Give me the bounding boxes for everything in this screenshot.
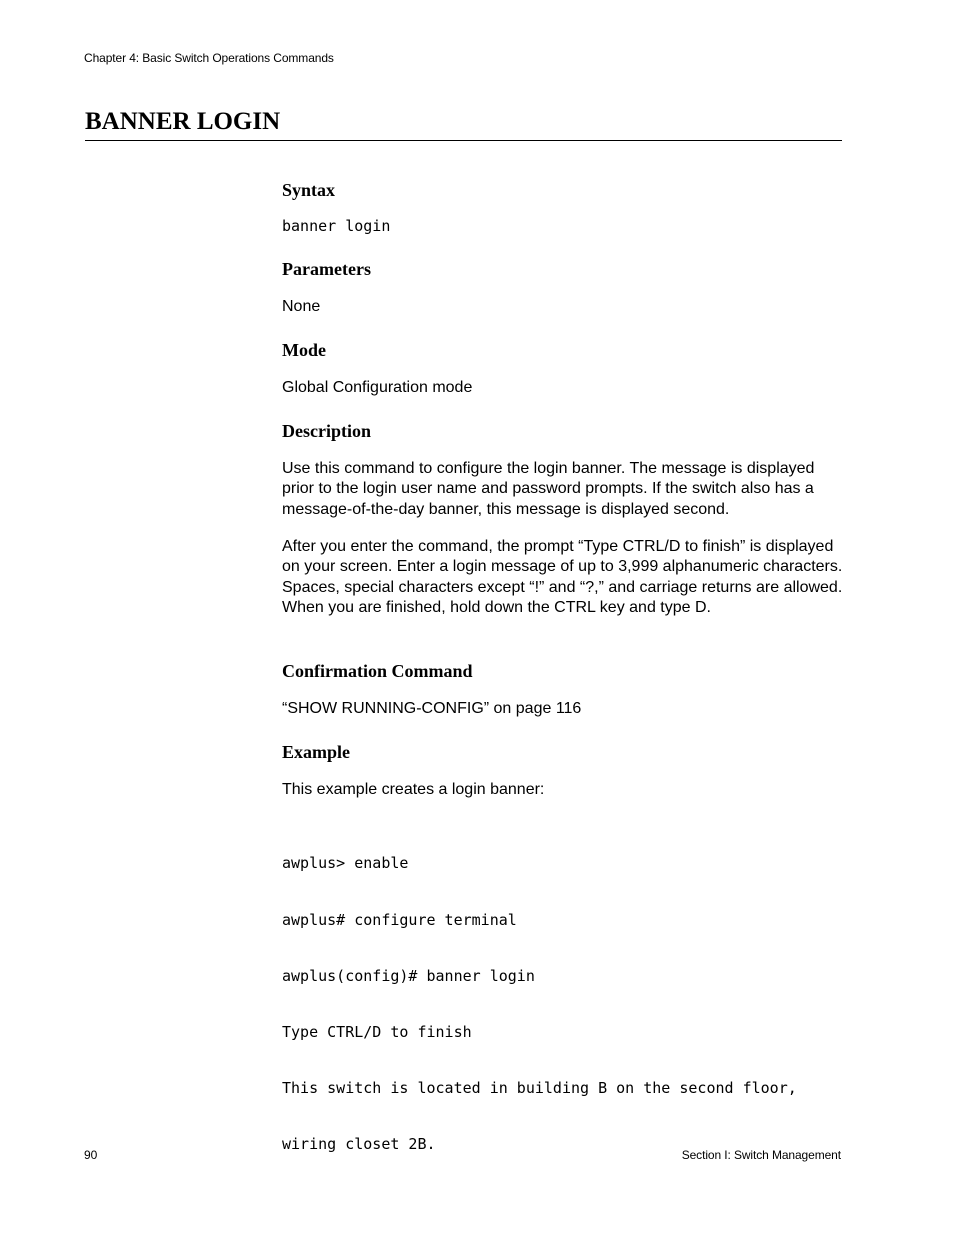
code-line: Type CTRL/D to finish	[282, 1022, 472, 1041]
syntax-command: banner login	[282, 217, 391, 235]
description-heading: Description	[282, 421, 371, 441]
running-header: Chapter 4: Basic Switch Operations Commands	[84, 51, 334, 65]
mode-heading: Mode	[282, 340, 326, 360]
example-heading: Example	[282, 742, 351, 762]
mode-text: Global Configuration mode	[282, 379, 473, 396]
confirmation-heading: Confirmation Command	[282, 661, 473, 681]
description-paragraph-1: Use this command to configure the login banner. The message is displayed prior to the login user name and password prompts. If the switch also has a message-of-the-day banner, this message is displayed second.	[282, 460, 815, 518]
syntax-heading: Syntax	[282, 180, 336, 200]
example-intro: This example creates a login banner:	[282, 781, 545, 798]
code-line: awplus(config)# banner login	[282, 966, 535, 985]
footer-section: Section I: Switch Management	[681, 1148, 841, 1162]
confirmation-link[interactable]: “SHOW RUNNING-CONFIG” on page 116	[282, 700, 582, 717]
description-paragraph-2: After you enter the command, the prompt “Type CTRL/D to finish” is displayed on your screen. Enter a login message of up to 3,999 alphanumeric characters. Spaces, special characters except “!” and “?,” and carriage returns are allowed. When you are finished, hold down the CTRL key and type D.	[282, 538, 843, 617]
code-line: awplus> enable	[282, 854, 409, 873]
code-line: awplus# configure terminal	[282, 910, 517, 929]
title-rule	[85, 140, 842, 141]
page-number: 90	[84, 1148, 98, 1162]
parameters-heading: Parameters	[282, 259, 371, 279]
code-line: This switch is located in building B on the second floor,	[282, 1078, 797, 1097]
page-title: BANNER LOGIN	[85, 108, 281, 135]
code-line: wiring closet 2B.	[282, 1134, 436, 1153]
parameters-text: None	[282, 298, 321, 315]
example-code-block	[282, 817, 797, 1172]
